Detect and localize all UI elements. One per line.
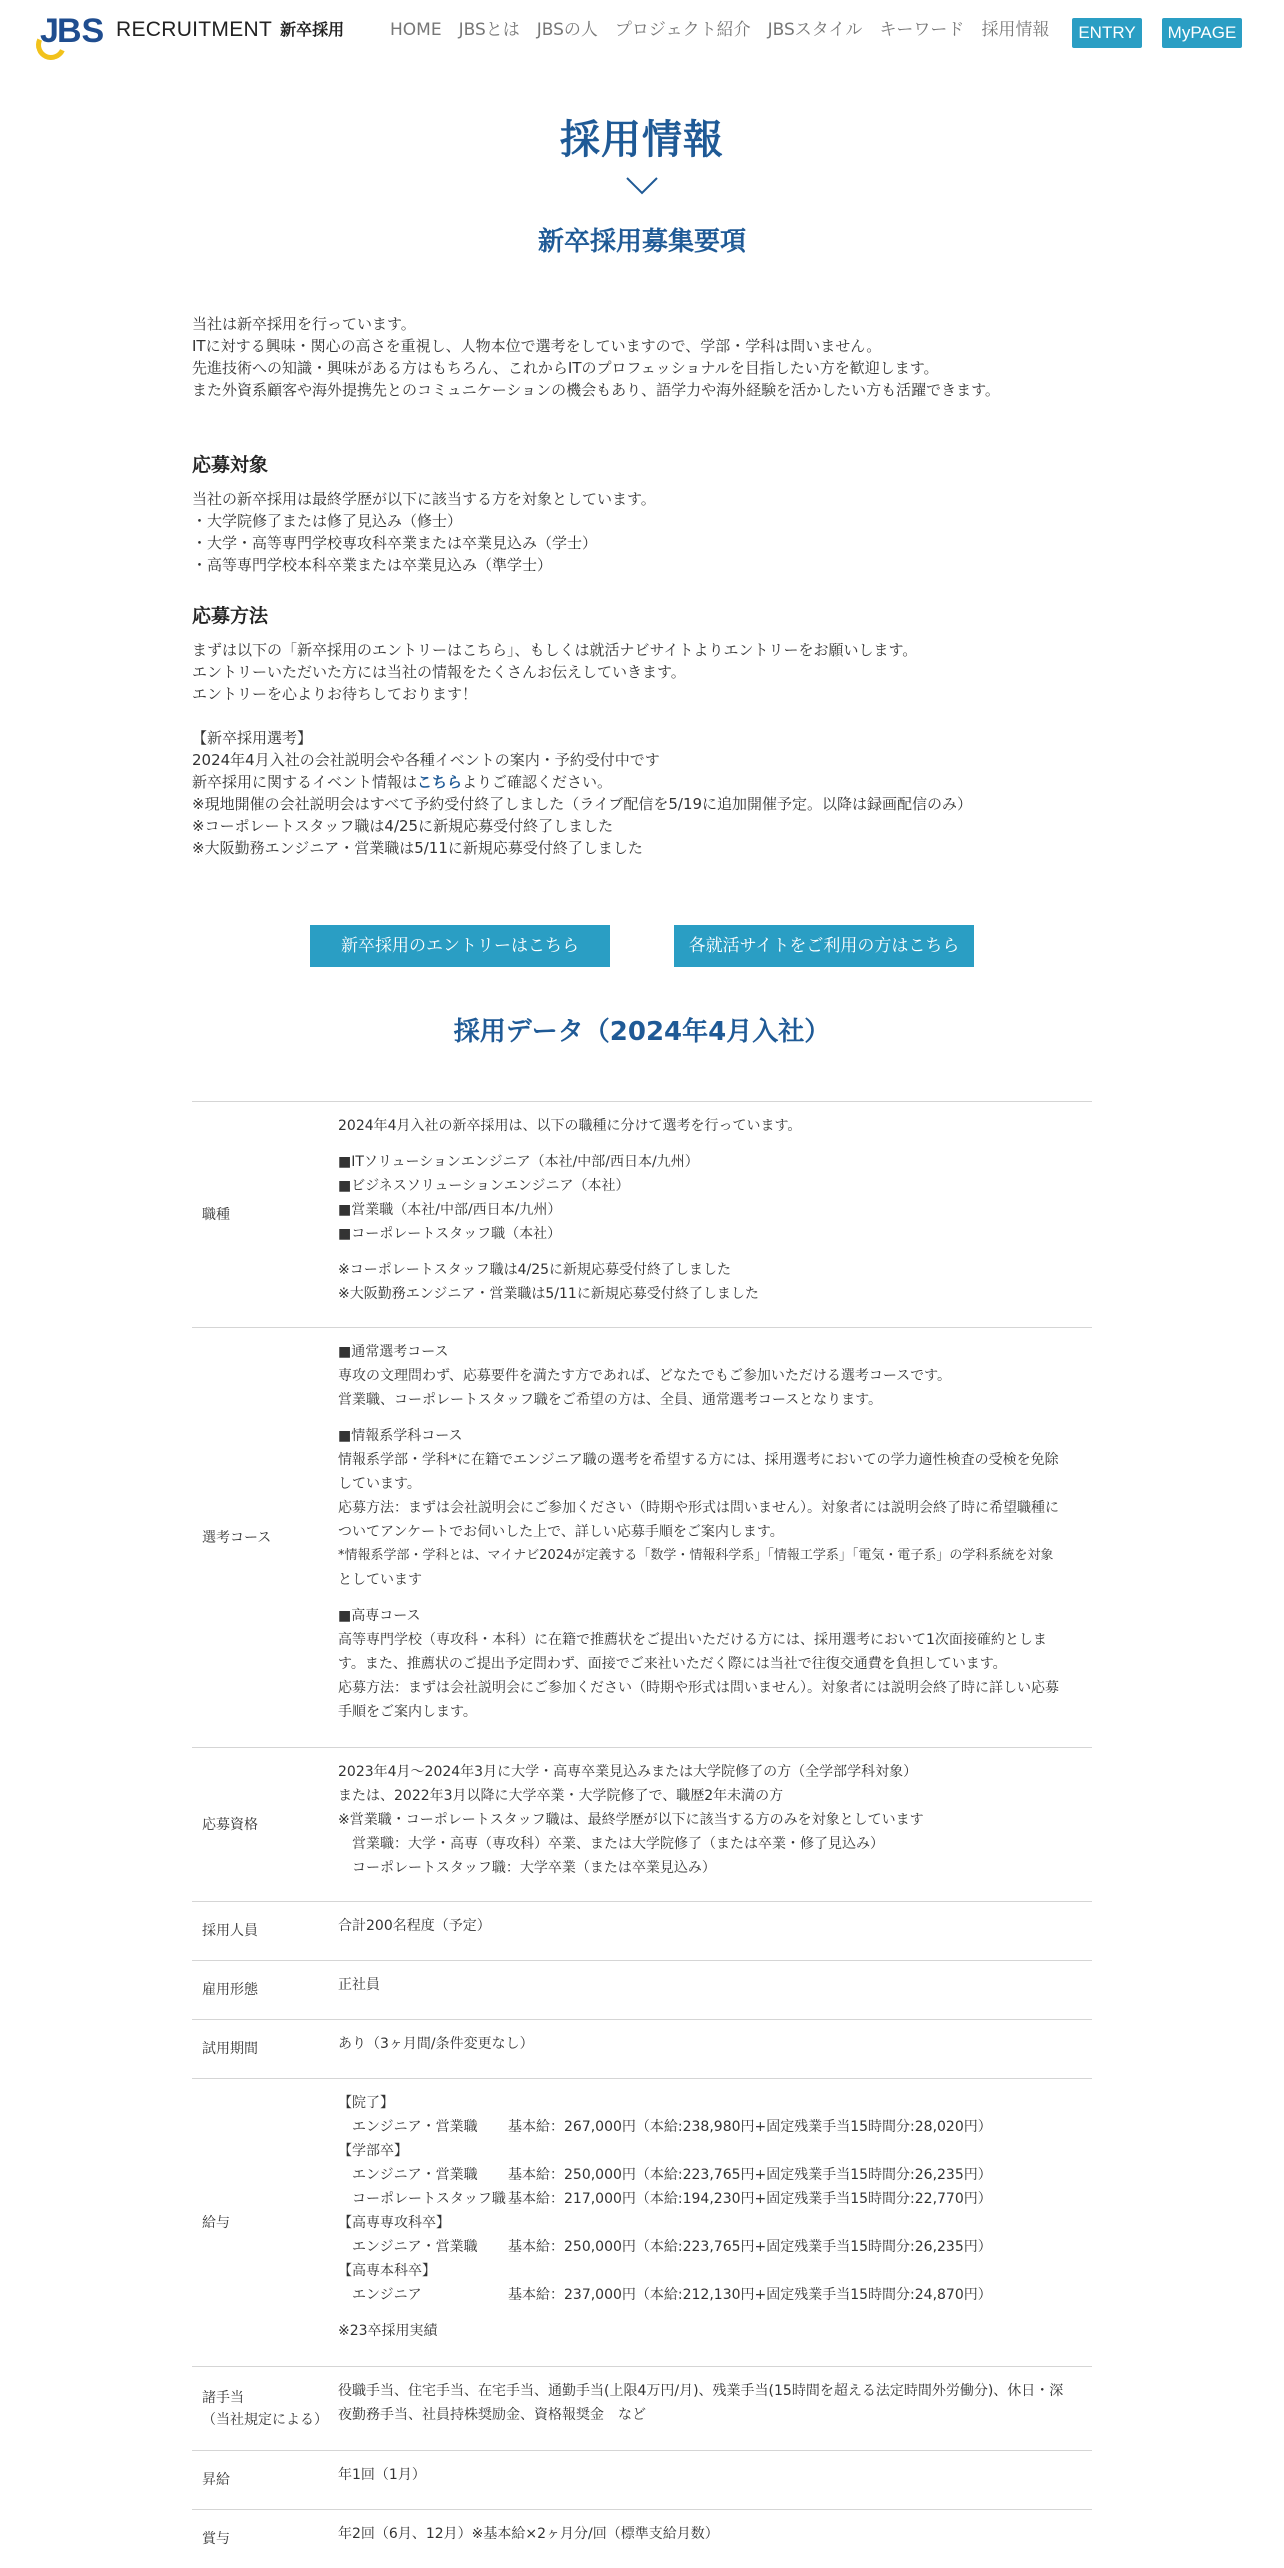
target-line: 当社の新卒採用は最終学歴が以下に該当する方を対象としています。 (192, 490, 656, 508)
data-title: 採用データ（2024年4月入社） (453, 1017, 831, 1047)
row-body (338, 2367, 1092, 2450)
event-line (192, 771, 1092, 793)
row-body (338, 2020, 1092, 2078)
bonus-value: 年2回（6月、12月）※基本給×2ヶ月分/回（標準支給月数） (338, 2526, 719, 2542)
salary-role: エンジニア・営業職 (352, 2119, 478, 2135)
row-body (338, 1902, 1092, 1960)
target-line: ・大学院修了または修了見込み（修士） (192, 512, 463, 530)
method-heading: 応募方法 (192, 605, 269, 627)
note-line: ※大阪勤務エンジニア・営業職は5/11に新規応募受付終了しました (192, 839, 643, 857)
table-row (192, 2079, 1092, 2367)
site-header (0, 0, 1284, 62)
target-heading: 応募対象 (192, 454, 269, 476)
note-line: ※コーポレートスタッフ職は4/25に新規応募受付終了しました (192, 817, 614, 835)
target-line: ・大学・高等専門学校専攻科卒業または卒業見込み（学士） (192, 534, 598, 552)
row-body (338, 2079, 1092, 2366)
row-label: 賞与 (202, 2531, 230, 2547)
course-line: 高等専門学校（専攻科・本科）に在籍で推薦状をご提出いただける方には、採用選考において1次面接確約としま (338, 1632, 1047, 1648)
row-label (192, 2367, 338, 2450)
course-line: す。また、推薦状のご提出予定問わず、面接でご来社いただく際には当社で往復交通費を負担しています。 (338, 1656, 1007, 1672)
salary-role: コーポレートスタッフ職 (352, 2191, 506, 2207)
allowance-line: 役職手当、住宅手当、在宅手当、通勤手当(上限4万円/月)、残業手当(15時間を超える法定時間外労働分)、休日・深 (338, 2383, 1064, 2399)
event-prefix: 新卒採用に関するイベント情報は (192, 773, 418, 791)
table-row (192, 2020, 1092, 2079)
salary-pay: 基本給：250,000円（本給:223,765円+固定残業手当15時間分:26,235円） (508, 2239, 992, 2255)
allowance-line: 夜勤務手当、社員持株奨励金、資格報奨金 など (338, 2407, 646, 2423)
logo-bs-letters: BS (57, 12, 105, 50)
nav-people[interactable]: JBSの人 (536, 20, 598, 40)
job-intro: 2024年4月入社の新卒採用は、以下の職種に分けて選考を行っています。 (338, 1118, 802, 1134)
allowance-label: 諸手当 (202, 2389, 244, 2406)
row-label: 雇用形態 (202, 1982, 258, 1998)
allowance-label-sub: （当社規定による） (202, 2411, 328, 2428)
row-body (338, 2451, 1092, 2509)
row-label: 昇給 (202, 2472, 230, 2488)
method-line: まずは以下の「新卒採用のエントリーはこちら」、もしくは就活ナビサイトよりエントリーをお願いします。 (192, 641, 918, 659)
salary-heading: 【院了】 (338, 2095, 394, 2111)
site-logo[interactable] (40, 12, 344, 48)
section-title: 新卒採用募集要項 (537, 227, 746, 257)
selection-heading: 【新卒採用選考】 (192, 729, 313, 747)
row-label: 採用人員 (202, 1923, 258, 1939)
raise-value: 年1回（1月） (338, 2467, 426, 2483)
global-nav (390, 18, 1066, 44)
method-text (192, 639, 1092, 859)
intro-line: また外資系顧客や海外提携先とのコミュニケーションの機会もあり、語学力や海外経験を活かしたい方も活躍できます。 (192, 381, 1000, 399)
row-body (338, 1102, 1092, 1327)
intro-line: 当社は新卒採用を行っています。 (192, 315, 416, 333)
intro-line: 先進技術への知識・興味がある方はもちろん、これからITのプロフェッショナルを目指したい方を歓迎します。 (192, 359, 939, 377)
intro-line: ITに対する興味・関心の高さを重視し、人物本位で選考をしていますので、学部・学科は問いません。 (192, 337, 882, 355)
row-label: 職種 (202, 1206, 230, 1223)
salary-row (338, 2115, 1092, 2139)
course-line: ■通常選考コース (338, 1344, 449, 1360)
headcount-value: 合計200名程度（予定） (338, 1918, 491, 1934)
qualification-line: 営業職：大学・高専（専攻科）卒業、または大学院修了（または卒業・修了見込み） (338, 1836, 884, 1852)
course-line: としています (338, 1572, 422, 1588)
logo-j-letter: J (40, 12, 59, 50)
course-line: しています。 (338, 1476, 421, 1492)
nav-home[interactable]: HOME (390, 20, 442, 40)
salary-role: エンジニア (352, 2287, 422, 2303)
row-label: 試用期間 (202, 2041, 258, 2057)
job-item: ■コーポレートスタッフ職（本社） (338, 1226, 562, 1242)
selection-line: 2024年4月入社の会社説明会や各種イベントの案内・予約受付中です (192, 751, 660, 769)
target-line: ・高等専門学校本科卒業または卒業見込み（準学士） (192, 556, 553, 574)
probation-value: あり（3ヶ月間/条件変更なし） (338, 2036, 534, 2052)
jbs-logo-mark (40, 12, 110, 48)
row-body (338, 1961, 1092, 2019)
intro-text (192, 313, 1092, 401)
nav-recruit-info[interactable]: 採用情報 (981, 20, 1050, 40)
nav-keywords[interactable]: キーワード (879, 20, 965, 40)
course-line: 手順をご案内します。 (338, 1704, 477, 1720)
table-row (192, 2451, 1092, 2510)
course-line: ついてアンケートでお伺いした上で、詳しい応募手順をご案内します。 (338, 1524, 784, 1540)
course-line: 応募方法：まずは会社説明会にご参加ください（時期や形式は問いません）。対象者には説明会終了時に詳しい応募 (338, 1680, 1059, 1696)
table-row (192, 1102, 1092, 1328)
salary-heading: 【高専本科卒】 (338, 2263, 436, 2279)
job-note: ※コーポレートスタッフ職は4/25に新規応募受付終了しました (338, 1262, 732, 1278)
event-link[interactable]: こちら (417, 773, 463, 791)
course-line: *情報系学部・学科とは、マイナビ2024が定義する「数学・情報科学系」「情報工学系」「電気・電子系」の学科系統を対象 (338, 1548, 1054, 1563)
row-body (338, 2510, 1092, 2568)
salary-pay: 基本給：250,000円（本給:223,765円+固定残業手当15時間分:26,235円） (508, 2167, 992, 2183)
event-suffix: よりご確認ください。 (462, 773, 613, 791)
chevron-down-icon (625, 175, 659, 197)
row-body (338, 1748, 1092, 1901)
nav-projects[interactable]: プロジェクト紹介 (614, 20, 751, 40)
new-grad-entry-button[interactable]: 新卒採用のエントリーはこちら (310, 925, 610, 967)
salary-heading: 【高専専攻科卒】 (338, 2215, 450, 2231)
qualification-line: 2023年4月～2024年3月に大学・高専卒業見込みまたは大学院修了の方（全学部学科対象） (338, 1764, 918, 1780)
table-row (192, 1902, 1092, 1961)
salary-pay: 基本給：217,000円（本給:194,230円+固定残業手当15時間分:22,770円） (508, 2191, 992, 2207)
method-line: エントリーいただいた方には当社の情報をたくさんお伝えしていきます。 (192, 663, 686, 681)
qualification-line: コーポレートスタッフ職：大学卒業（または卒業見込み） (338, 1860, 716, 1876)
table-row (192, 1961, 1092, 2020)
job-note: ※大阪勤務エンジニア・営業職は5/11に新規応募受付終了しました (338, 1286, 759, 1302)
target-text (192, 488, 1092, 576)
salary-row (338, 2163, 1092, 2187)
mypage-button[interactable]: MyPAGE (1162, 18, 1242, 48)
job-item: ■ビジネスソリューションエンジニア（本社） (338, 1178, 630, 1194)
row-label: 給与 (202, 2214, 230, 2231)
course-line: 専攻の文理問わず、応募要件を満たす方であれば、どなたでもご参加いただける選考コースです。 (338, 1368, 952, 1384)
nav-style[interactable]: JBSスタイル (767, 20, 863, 40)
entry-button[interactable]: ENTRY (1072, 18, 1142, 48)
method-line: エントリーを心よりお待ちしております！ (192, 685, 478, 703)
table-row (192, 2367, 1092, 2451)
salary-row (338, 2235, 1092, 2259)
salary-note: ※23卒採用実績 (338, 2323, 438, 2339)
recruit-data-table (192, 1101, 1092, 2568)
row-label: 選考コース (202, 1529, 272, 1546)
logo-sub-text: 新卒採用 (280, 20, 345, 39)
job-item: ■営業職（本社/中部/西日本/九州） (338, 1202, 562, 1218)
salary-heading: 【学部卒】 (338, 2143, 408, 2159)
page-title: 採用情報 (560, 117, 724, 163)
logo-recruitment-text: RECRUITMENT (116, 18, 273, 42)
table-row (192, 1748, 1092, 1902)
row-label: 応募資格 (202, 1816, 258, 1833)
job-item: ■ITソリューションエンジニア（本社/中部/西日本/九州） (338, 1154, 699, 1170)
course-line: ■高専コース (338, 1608, 421, 1624)
job-site-entry-button[interactable]: 各就活サイトをご利用の方はこちら (674, 925, 974, 967)
qualification-line: または、2022年3月以降に大学卒業・大学院修了で、職歴2年未満の方 (338, 1788, 784, 1804)
course-line: 情報系学部・学科*に在籍でエンジニア職の選考を希望する方には、採用選考においての学力適性検査の受検を免除 (338, 1452, 1059, 1468)
row-body (338, 1328, 1092, 1747)
salary-row (338, 2187, 1092, 2211)
course-line: ■情報系学科コース (338, 1428, 463, 1444)
salary-pay: 基本給：267,000円（本給:238,980円+固定残業手当15時間分:28,020円） (508, 2119, 992, 2135)
salary-role: エンジニア・営業職 (352, 2239, 478, 2255)
note-line: ※現地開催の会社説明会はすべて予約受付終了しました（ライブ配信を5/19に追加開催予定。以降は録画配信のみ） (192, 795, 973, 813)
course-line: 営業職、コーポレートスタッフ職をご希望の方は、全員、通常選考コースとなります。 (338, 1392, 883, 1408)
table-row (192, 1328, 1092, 1748)
nav-about[interactable]: JBSとは (458, 20, 520, 40)
salary-row (338, 2283, 1092, 2307)
employment-value: 正社員 (338, 1977, 380, 1993)
course-line: 応募方法：まずは会社説明会にご参加ください（時期や形式は問いません）。対象者には説明会終了時に希望職種に (338, 1500, 1059, 1516)
salary-role: エンジニア・営業職 (352, 2167, 478, 2183)
qualification-line: ※営業職・コーポレートスタッフ職は、最終学歴が以下に該当する方のみを対象としています (338, 1812, 924, 1828)
salary-pay: 基本給：237,000円（本給:212,130円+固定残業手当15時間分:24,870円） (508, 2287, 992, 2303)
table-row (192, 2510, 1092, 2568)
